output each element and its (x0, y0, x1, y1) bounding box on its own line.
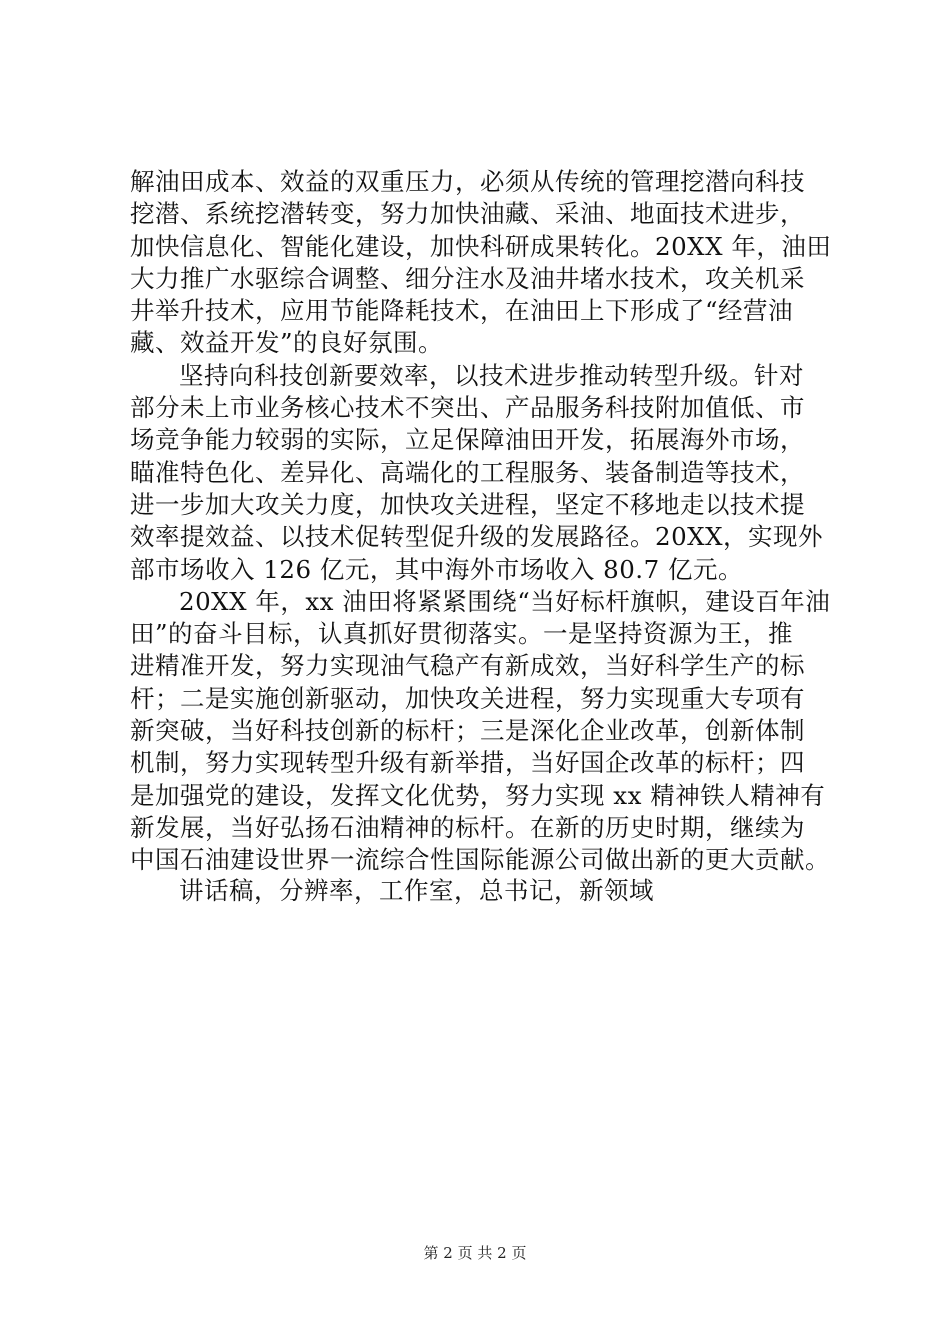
text-line: 场竞争能力较弱的实际，立足保障油田开发，拓展海外市场， (130, 425, 805, 455)
text-line: 是加强党的建设，发挥文化优势，努力实现 xx 精神铁人精神有 (130, 780, 826, 810)
text-line: 解油田成本、效益的双重压力，必须从传统的管理挖潜向科技 (130, 167, 805, 196)
text-line: 进一步加大攻关力度，加快攻关进程，坚定不移地走以技术提 (130, 489, 805, 519)
text-line: 进精准开发，努力实现油气稳产有新成效，当好科学生产的标 (130, 651, 805, 681)
text-line: 瞄准特色化、差异化、高端化的工程服务、装备制造等技术， (130, 457, 805, 487)
text-line: 井举升技术，应用节能降耗技术，在油田上下形成了“经营油 (130, 296, 794, 326)
text-line: 20XX 年，xx 油田将紧紧围绕“当好标杆旗帜，建设百年油 (179, 586, 831, 616)
text-line: 新发展，当好弘扬石油精神的标杆。在新的历史时期，继续为 (130, 812, 805, 842)
text-line: 机制，努力实现转型升级有新举措，当好国企改革的标杆；四 (130, 748, 805, 778)
text-line: 加快信息化、智能化建设，加快科研成果转化。20XX 年，油田 (130, 231, 832, 261)
page-footer: 第 2 页 共 2 页 (423, 1244, 527, 1262)
text-line: 部分未上市业务核心技术不突出、产品服务科技附加值低、市 (130, 393, 805, 423)
text-line: 田”的奋斗目标，认真抓好贯彻落实。一是坚持资源为王，推 (130, 619, 794, 649)
text-line: 大力推广水驱综合调整、细分注水及油井堵水技术，攻关机采 (130, 263, 805, 293)
text-line: 效率提效益、以技术促转型促升级的发展路径。20XX，实现外 (130, 522, 824, 552)
text-line: 新突破，当好科技创新的标杆；三是深化企业改革，创新体制 (130, 716, 805, 746)
text-line: 中国石油建设世界一流综合性国际能源公司做出新的更大贡献。 (130, 845, 830, 875)
document-body (130, 166, 850, 877)
text-line: 杆；二是实施创新驱动，加快攻关进程，努力实现重大专项有 (130, 683, 805, 713)
keywords-line: 讲话稿，分辨率，工作室，总书记，新领域 (179, 876, 654, 905)
text-line: 挖潜、系统挖潜转变，努力加快油藏、采油、地面技术进步， (130, 199, 805, 229)
text-line: 藏、效益开发”的良好氛围。 (130, 328, 444, 358)
text-line: 部市场收入 126 亿元，其中海外市场收入 80.7 亿元。 (130, 554, 743, 584)
text-line: 坚持向科技创新要效率，以技术进步推动转型升级。针对 (179, 360, 804, 390)
